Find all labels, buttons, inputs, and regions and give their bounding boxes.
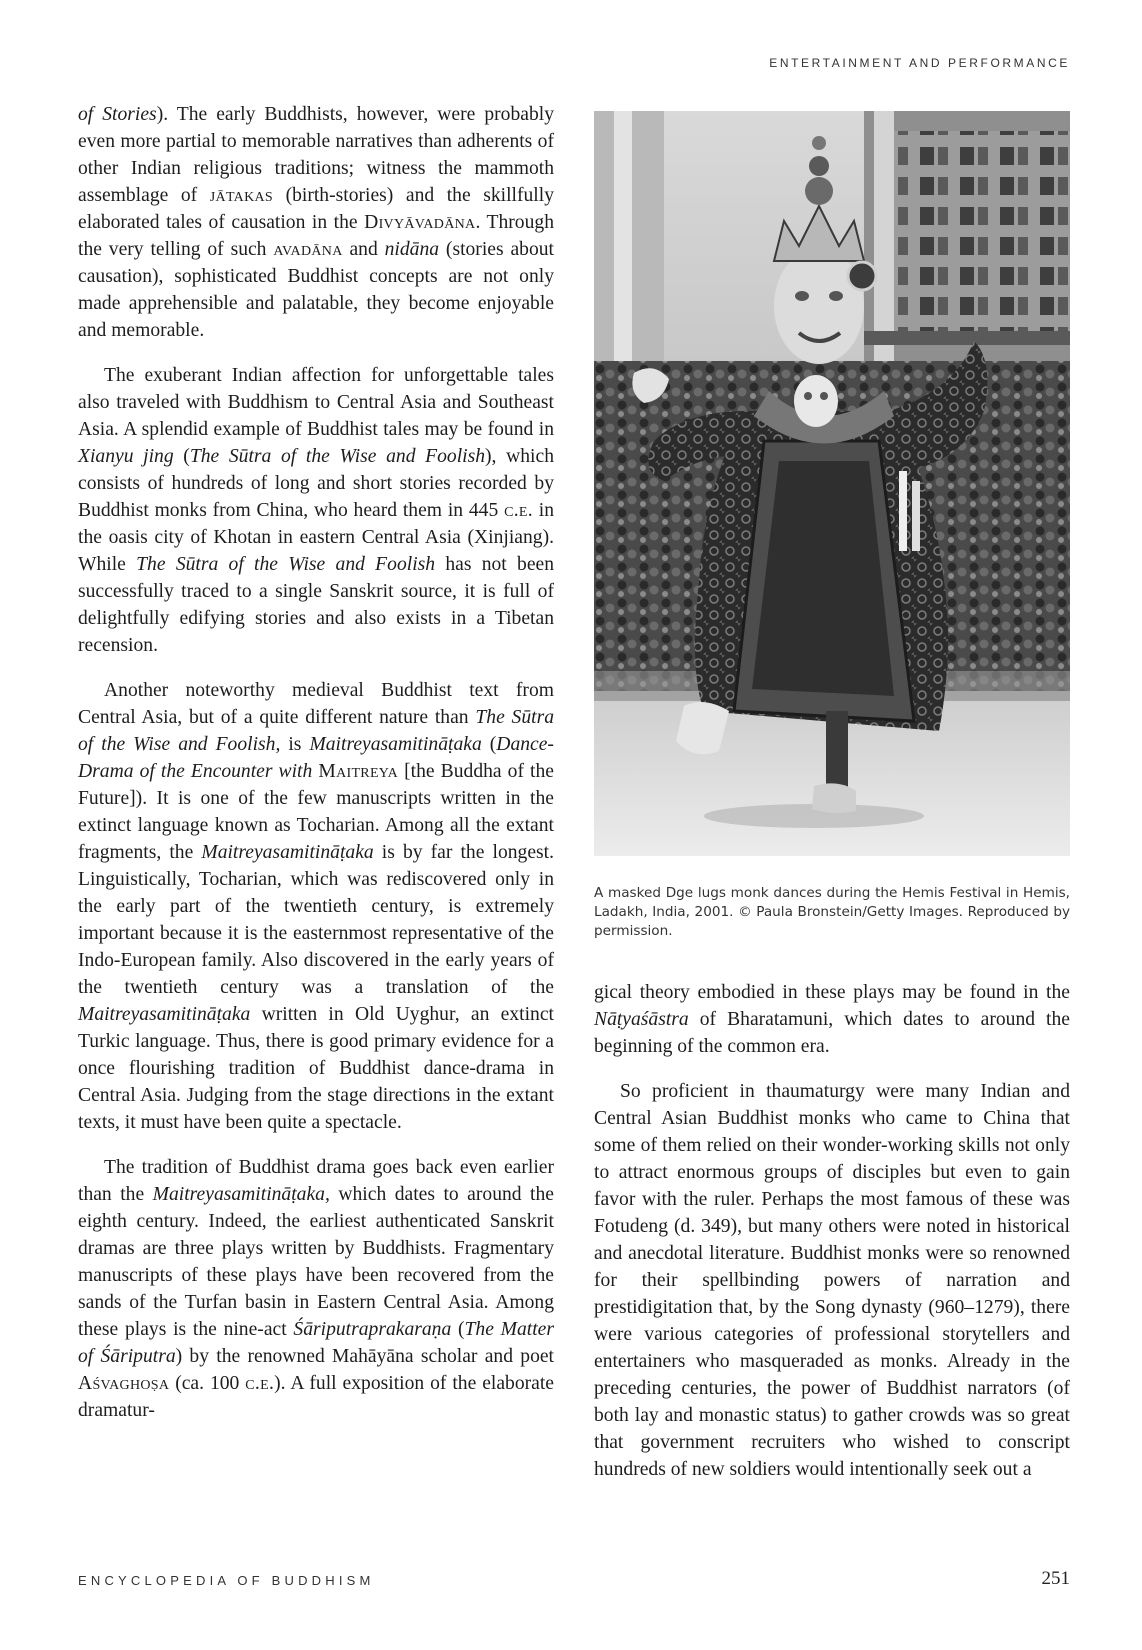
paragraph-2: The exuberant Indian affection for unforgettable tales also traveled with Buddhism to Central Asia and Southeast Asia. A splendid example of Buddhist tales may be found in Xianyu jing (The Sūtra of the Wise and Foolish), which consists of hundreds of long and short stories recorded by Buddhist monks from China, who heard them in 445 c.e. in the oasis city of Khotan in eastern Central Asia (Xinjiang). While The Sūtra of the Wise and Foolish has not been successfully traced to a single Sanskrit source, it is full of delightfully edifying stories and also exists in a Tibetan recension. [78,365,555,656]
book-title: ENCYCLOPEDIA OF BUDDHISM [78,1573,375,1588]
paragraph-3: Another noteworthy medieval Buddhist text from Central Asia, but of a quite different nature than The Sūtra of the Wise and Foolish, is Maitreyasamitināṭaka (Dance-Drama of the Encounter with Maitreya [the Buddha of the Future]). It is one of the few manuscripts written in the extinct language known as Tocharian. Among all the extant fragments, the Maitreyasamitināṭaka is by far the longest. Linguistically, Tocharian, which was rediscovered only in the early part of the twentieth century, is extremely important because it is the easternmost representative of the Indo-European family. Also discovered in the early years of the twentieth century was a translation of the Maitreyasamitināṭaka written in Old Uyghur, an extinct Turkic language. Thus, there is good primary evidence for a once flourishing tradition of Buddhist dance-drama in Central Asia. Judging from the stage directions in the extant texts, it must have been quite a spectacle. [78,680,554,1133]
paragraph-6: So proficient in thaumaturgy were many Indian and Central Asian Buddhist monks who came to China that some of them relied on their wonder-working skills not only to attract enormous groups of disciples but even to gain favor with the ruler. Perhaps the most famous of these was Fotudeng (d. 349), but many others were noted in historical and anecdotal literature. Buddhist monks were so renowned for their spellbinding powers of narration and prestidigitation that, by the Song dynasty (960–1279), there were various categories of professional storytellers and entertainers who masqueraded as monks. Already in the preceding centuries, the power of Buddhist narrators (of both lay and monastic status) to gather crowds was so great that government recruiters who wished to conscript hundreds of new soldiers would intentionally seek out a [594,1081,1070,1480]
page-number: 251 [1041,1568,1070,1589]
figure-caption: A masked Dge lugs monk dances during the Hemis Festival in Hemis, Ladakh, India, 2001. © Paula Bronstein/Getty Images. Reproduced by permission. [594,885,1070,939]
dancer-photo [594,111,1070,856]
left-column [78,101,554,1424]
right-column [594,979,1070,1483]
paragraph-5: gical theory embodied in these plays may be found in the Nāṭyaśāstra of Bharatamuni, which dates to around the beginning of the common era. [594,982,1070,1057]
paragraph-4: The tradition of Buddhist drama goes back even earlier than the Maitreyasamitināṭaka, which dates to around the eighth century. Indeed, the earliest authenticated Sanskrit dramas are three plays written by Buddhists. Fragmentary manuscripts of these plays have been recovered from the sands of the Turfan basin in Eastern Central Asia. Among these plays is the nine-act Śāriputraprakaraṇa (The Matter of Śāriputra) by the renowned Mahāyāna scholar and poet Aśvaghoṣa (ca. 100 c.e.). A full exposition of the elaborate dramatur- [78,1157,555,1421]
paragraph-1: of Stories). The early Buddhists, however, were probably even more partial to memorable narratives than adherents of other Indian religious traditions; witness the mammoth assemblage of jātakas (birth-stories) and the skillfully elaborated tales of causation in the Divyāvadāna. Through the very telling of such avadāna and nidāna (stories about causation), sophisticated Buddhist concepts are not only made apprehensible and palatable, they become enjoyable and memorable. [78,104,554,341]
running-head: ENTERTAINMENT AND PERFORMANCE [769,56,1070,70]
